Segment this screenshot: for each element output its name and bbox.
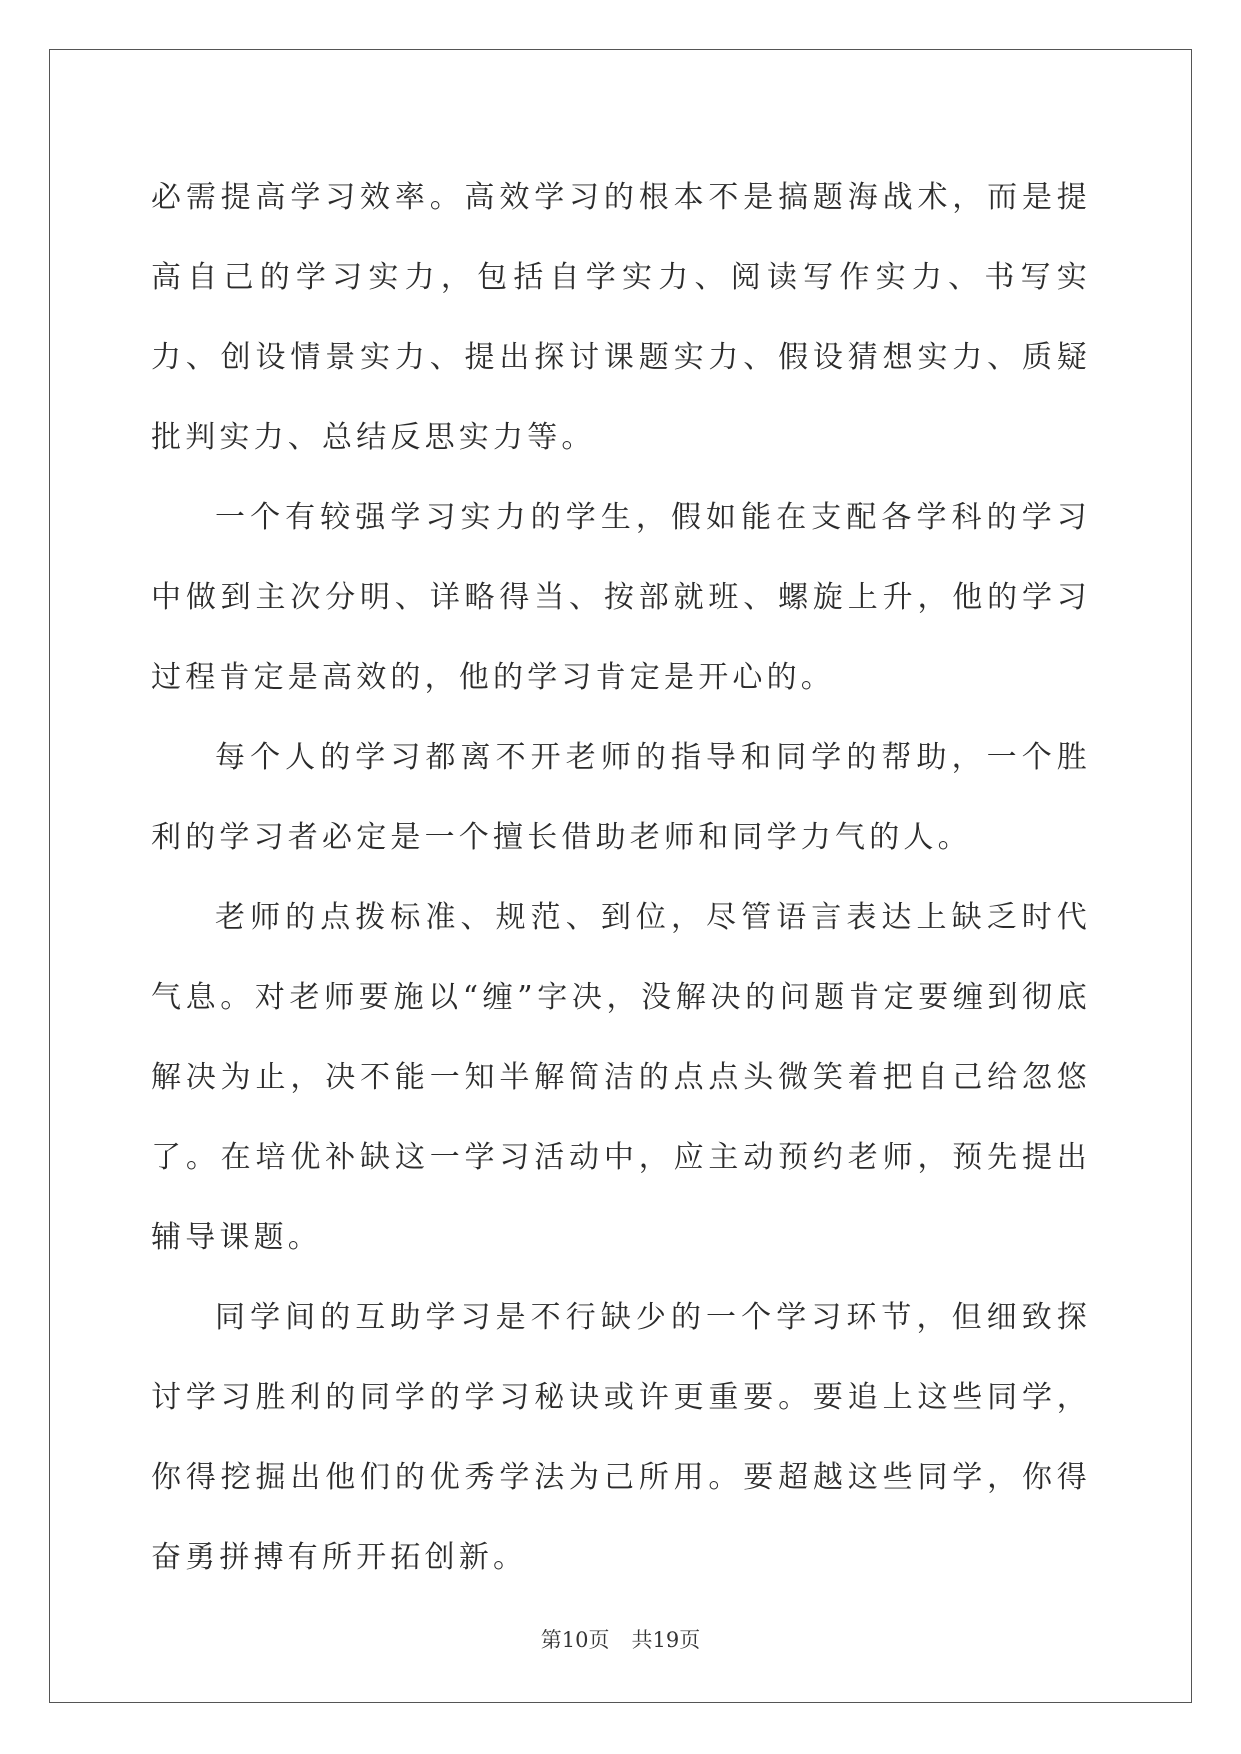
paragraph-3: 每个人的学习都离不开老师的指导和同学的帮助，一个胜利的学习者必定是一个擅长借助老师和同学力气的人。 — [151, 740, 1091, 855]
page-footer — [0, 1628, 1241, 1652]
document-body — [151, 158, 1091, 1598]
page-number-current: 第10页 — [540, 1628, 610, 1652]
paragraph-2: 一个有较强学习实力的学生，假如能在支配各学科的学习中做到主次分明、详略得当、按部就班、螺旋上升，他的学习过程肯定是高效的，他的学习肯定是开心的。 — [151, 500, 1091, 695]
paragraph-4: 老师的点拨标准、规范、到位，尽管语言表达上缺乏时代气息。对老师要施以“缠”字决，没解决的问题肯定要缠到彻底解决为止，决不能一知半解简洁的点点头微笑着把自己给忽悠了。在培优补缺这一学习活动中，应主动预约老师，预先提出辅导课题。 — [151, 900, 1091, 1255]
page-number-total: 共19页 — [631, 1628, 701, 1652]
paragraph-1: 必需提高学习效率。高效学习的根本不是搞题海战术，而是提高自己的学习实力，包括自学实力、阅读写作实力、书写实力、创设情景实力、提出探讨课题实力、假设猜想实力、质疑批判实力、总结反思实力等。 — [151, 180, 1091, 455]
paragraph-5: 同学间的互助学习是不行缺少的一个学习环节，但细致探讨学习胜利的同学的学习秘诀或许更重要。要追上这些同学，你得挖掘出他们的优秀学法为己所用。要超越这些同学，你得奋勇拼搏有所开拓创新。 — [151, 1300, 1091, 1575]
